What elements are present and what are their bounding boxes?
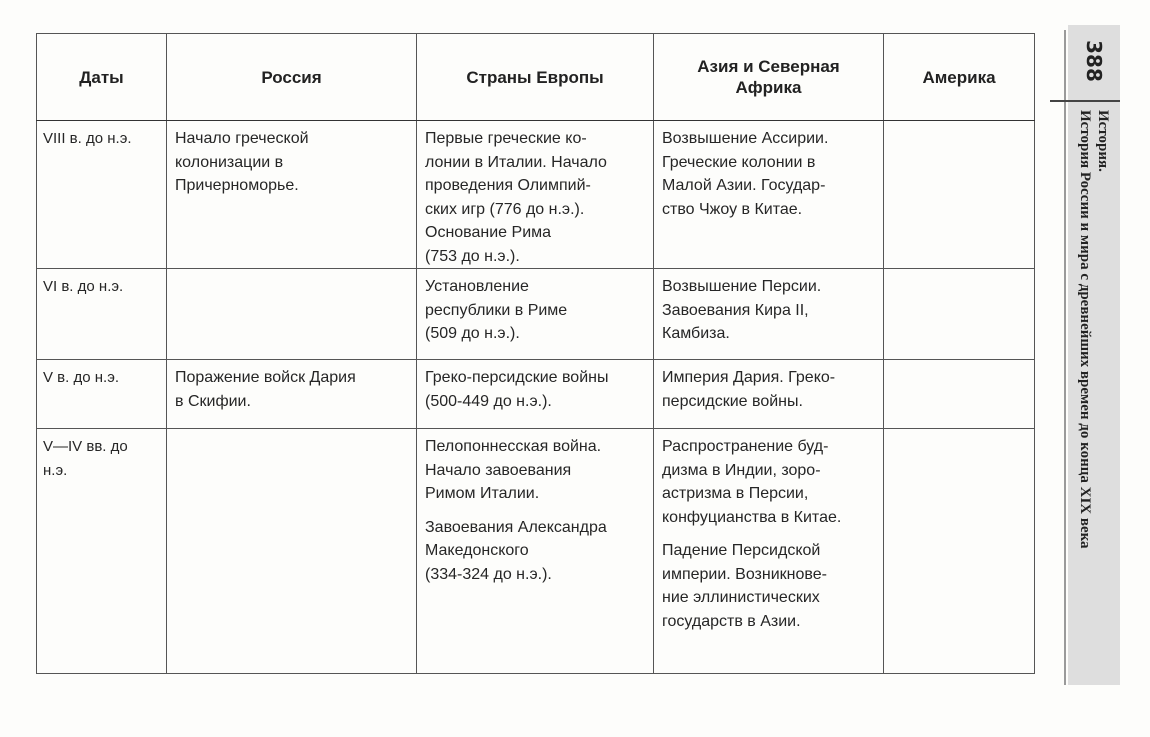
cell-america bbox=[884, 121, 1035, 269]
page-number: 388 bbox=[1082, 40, 1106, 82]
header-asia-africa: Азия и Северная Африка bbox=[654, 34, 884, 121]
cell-europe: Первые греческие ко- лонии в Италии. Начало проведения Олимпий- ских игр (776 до н.э.). Основание Рима (753 до н.э.). bbox=[417, 121, 654, 269]
cell-asia: Возвышение Ассирии. Греческие колонии в Малой Азии. Государ- ство Чжоу в Китае. bbox=[654, 121, 884, 269]
europe-paragraph: Завоевания Александра Македонского (334-324 до н.э.). bbox=[425, 518, 607, 583]
header-america: Америка bbox=[884, 34, 1035, 121]
cell-date: VIII в. до н.э. bbox=[37, 121, 167, 269]
cell-date: V—IV вв. до н.э. bbox=[37, 429, 167, 674]
chronology-table bbox=[36, 33, 1035, 674]
cell-america bbox=[884, 429, 1035, 674]
table-header bbox=[37, 34, 1035, 121]
header-russia: Россия bbox=[167, 34, 417, 121]
cell-america bbox=[884, 360, 1035, 429]
cell-russia: Поражение войск Дария в Скифии. bbox=[167, 360, 417, 429]
cell-russia bbox=[167, 429, 417, 674]
table-row bbox=[37, 360, 1035, 429]
header-dates: Даты bbox=[37, 34, 167, 121]
cell-europe bbox=[417, 429, 654, 674]
margin-rule bbox=[1064, 30, 1066, 685]
cell-asia: Возвышение Персии. Завоевания Кира II, Камбиза. bbox=[654, 269, 884, 360]
asia-paragraph: Падение Персидской империи. Возникнове- ние эллинистических государств в Азии. bbox=[662, 542, 827, 630]
running-head bbox=[1068, 110, 1120, 670]
table-row bbox=[37, 269, 1035, 360]
cell-europe: Греко-персидские войны (500-449 до н.э.). bbox=[417, 360, 654, 429]
cell-asia: Империя Дария. Греко- персидские войны. bbox=[654, 360, 884, 429]
header-europe: Страны Европы bbox=[417, 34, 654, 121]
asia-paragraph: Распространение буд- дизма в Индии, зоро- астризма в Персии, конфуцианства в Китае. bbox=[662, 438, 842, 526]
europe-paragraph: Пелопоннесская война. Начало завоевания Римом Италии. bbox=[425, 438, 602, 502]
cell-date: VI в. до н.э. bbox=[37, 269, 167, 360]
table-row bbox=[37, 121, 1035, 269]
cell-america bbox=[884, 269, 1035, 360]
running-head-title: История. bbox=[1095, 110, 1111, 172]
cell-russia bbox=[167, 269, 417, 360]
page-number-rule bbox=[1050, 100, 1120, 102]
cell-europe: Установление республики в Риме (509 до н.э.). bbox=[417, 269, 654, 360]
header-row bbox=[37, 34, 1035, 121]
table-row bbox=[37, 429, 1035, 674]
cell-asia bbox=[654, 429, 884, 674]
cell-date: V в. до н.э. bbox=[37, 360, 167, 429]
cell-russia: Начало греческой колонизации в Причерноморье. bbox=[167, 121, 417, 269]
running-head-subtitle: История России и мира с древнейших времен до конца XIX века bbox=[1077, 110, 1093, 549]
